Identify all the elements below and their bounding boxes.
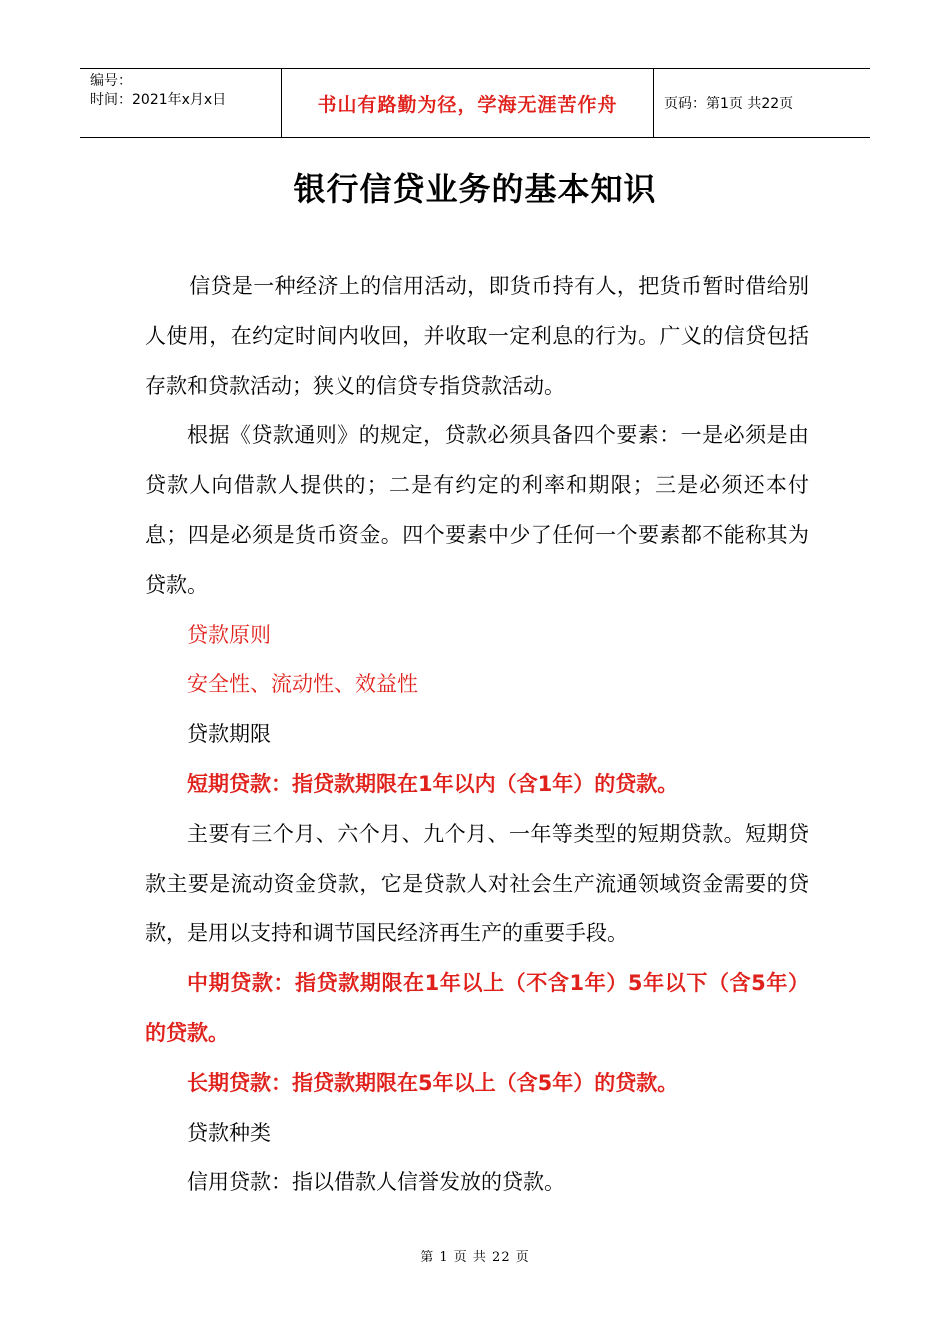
loan-principles-text: 安全性、流动性、效益性 bbox=[187, 672, 418, 697]
heading-loan-term: 贷款期限 bbox=[187, 722, 271, 747]
credit-loan-definition: 信用贷款：指以借款人信誉发放的贷款。 bbox=[187, 1170, 565, 1195]
header-motto: 书山有路勤为径，学海无涯苦作舟 bbox=[282, 69, 654, 137]
document-body bbox=[145, 262, 809, 1208]
header-number: 编号： bbox=[90, 73, 132, 89]
page-header bbox=[80, 68, 870, 138]
paragraph-loan-elements: 根据《贷款通则》的规定，贷款必须具备四个要素：一是必须是由贷款人向借款人提供的；二是有约定的利率和期限；三是必须还本付息；四是必须是货币资金。四个要素中少了任何一个要素都不能称其为贷款。 bbox=[145, 423, 809, 597]
header-meta bbox=[80, 69, 282, 137]
heading-loan-types: 贷款种类 bbox=[187, 1120, 271, 1145]
heading-loan-principles: 贷款原则 bbox=[187, 622, 271, 647]
medium-term-loan: 中期贷款：指贷款期限在1年以上（不含1年）5年以下（含5年）的贷款。 bbox=[145, 971, 809, 1045]
short-term-loan: 短期贷款：指贷款期限在1年以内（含1年）的贷款。 bbox=[187, 771, 679, 796]
document-title: 银行信贷业务的基本知识 bbox=[293, 170, 657, 208]
page-footer: 第 1 页 共 22 页 bbox=[420, 1250, 530, 1265]
header-date: 时间：2021年x月x日 bbox=[90, 92, 227, 108]
paragraph-credit-definition: 信贷是一种经济上的信用活动，即货币持有人，把货币暂时借给别人使用，在约定时间内收回，并收取一定利息的行为。广义的信贷包括存款和贷款活动；狭义的信贷专指贷款活动。 bbox=[145, 274, 809, 398]
header-page-number: 页码：第1页 共22页 bbox=[664, 96, 794, 112]
long-term-loan: 长期贷款：指贷款期限在5年以上（含5年）的贷款。 bbox=[187, 1070, 679, 1095]
paragraph-short-term-detail: 主要有三个月、六个月、九个月、一年等类型的短期贷款。短期贷款主要是流动资金贷款，它是贷款人对社会生产流通领域资金需要的贷款，是用以支持和调节国民经济再生产的重要手段。 bbox=[145, 821, 809, 946]
